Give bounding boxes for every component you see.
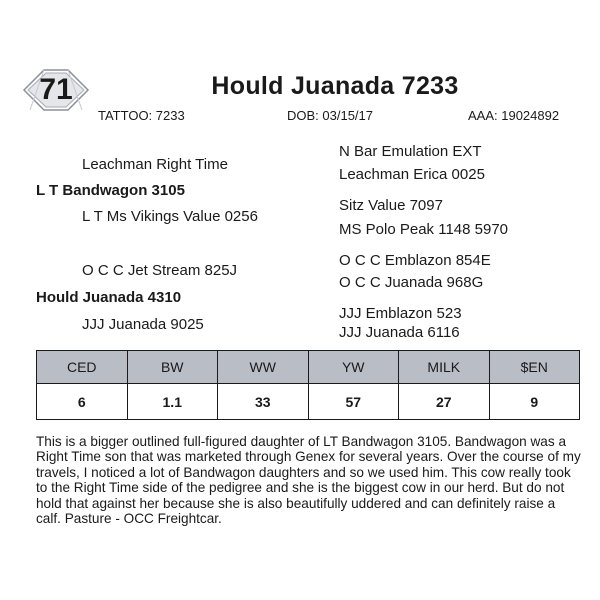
- pedigree-ddd: JJJ Juanada 6116: [339, 324, 460, 341]
- pedigree-dam: Hould Juanada 4310: [36, 289, 182, 306]
- epd-value-bw: 1.1: [127, 384, 218, 420]
- epd-value-en: 9: [489, 384, 580, 420]
- tattoo-label: TATTOO: 7233: [98, 108, 185, 123]
- description-text: This is a bigger outlined full-figured daughter of LT Bandwagon 3105. Bandwagon was a Right Time son that was marketed through Genex for several years. Over the course of my travels, I noticed a lot of Bandwagon daughters and so we used him. This cow really took to the Right Time side of the pedigree and she is the biggest cow in our herd. But do not hold that against her because she is also beautifully uddered and can definitely raise a calf. Pasture - OCC Freightcar.: [36, 434, 581, 527]
- pedigree-sss: N Bar Emulation EXT: [339, 143, 482, 160]
- dob-label: DOB: 03/15/17: [287, 108, 373, 123]
- epd-header-ww: WW: [218, 351, 309, 384]
- pedigree-dsd: O C C Juanada 968G: [339, 274, 484, 291]
- epd-header-ced: CED: [37, 351, 128, 384]
- epd-value-milk: 27: [399, 384, 490, 420]
- pedigree-dam-dam: JJJ Juanada 9025: [82, 316, 204, 333]
- epd-value-ced: 6: [37, 384, 128, 420]
- page-title: Hould Juanada 7233: [211, 72, 459, 100]
- pedigree-sdd: MS Polo Peak 1148 5970: [339, 221, 509, 238]
- epd-value-row: [37, 384, 580, 420]
- epd-header-milk: MILK: [399, 351, 490, 384]
- epd-value-yw: 57: [308, 384, 399, 420]
- pedigree-sire-sire: Leachman Right Time: [82, 156, 228, 173]
- pedigree-ssd: Leachman Erica 0025: [339, 166, 485, 183]
- epd-header-row: [37, 351, 580, 384]
- pedigree-sire-dam: L T Ms Vikings Value 0256: [82, 208, 258, 225]
- epd-header-bw: BW: [127, 351, 218, 384]
- pedigree-dds: JJJ Emblazon 523: [339, 305, 462, 322]
- epd-header-yw: YW: [308, 351, 399, 384]
- pedigree-sire: L T Bandwagon 3105: [36, 182, 185, 199]
- pedigree-sds: Sitz Value 7097: [339, 197, 443, 214]
- pedigree-dss: O C C Emblazon 854E: [339, 252, 491, 269]
- epd-value-ww: 33: [218, 384, 309, 420]
- epd-header-en: $EN: [489, 351, 580, 384]
- lot-number-badge: [22, 68, 90, 112]
- aaa-number-label: AAA: 19024892: [468, 108, 560, 123]
- lot-number: 71: [39, 73, 73, 106]
- pedigree-dam-sire: O C C Jet Stream 825J: [82, 262, 238, 279]
- epd-table: [36, 350, 580, 420]
